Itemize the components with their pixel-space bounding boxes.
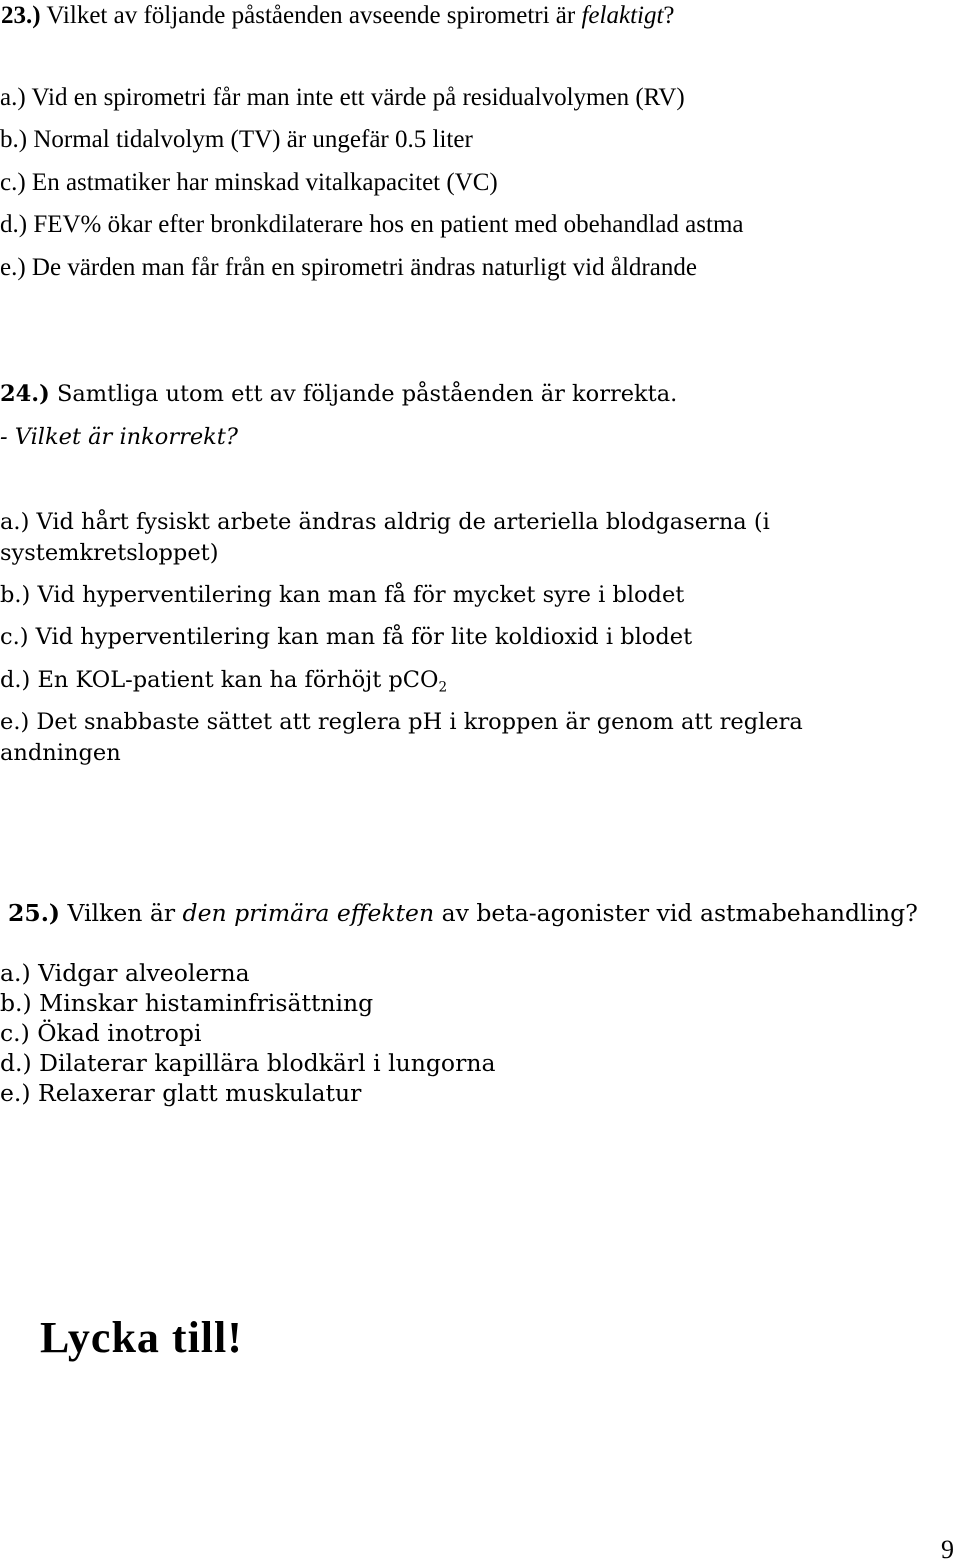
- question-23-option-d: d.) FEV% ökar efter bronkdilaterare hos en patient med obehandlad astma: [0, 211, 744, 238]
- question-24-number: 24.): [0, 381, 50, 407]
- question-25-option-b: b.) Minskar histaminfrisättning: [0, 989, 374, 1017]
- question-24-option-a-cont: systemkretsloppet): [0, 540, 219, 566]
- question-24-option-a: a.) Vid hårt fysiskt arbete ändras aldrig de arteriella blodgaserna (i: [0, 509, 770, 535]
- question-24-subquestion: - Vilket är inkorrekt?: [0, 424, 238, 450]
- question-23-number: 23.): [1, 2, 41, 29]
- question-24-option-e: e.) Det snabbaste sättet att reglera pH i kroppen är genom att reglera: [0, 709, 803, 735]
- question-25-option-e: e.) Relaxerar glatt muskulatur: [0, 1079, 362, 1107]
- closing-message: Lycka till!: [40, 1313, 243, 1362]
- page-number: 9: [941, 1535, 954, 1564]
- question-24-stem: 24.) Samtliga utom ett av följande påståenden är korrekta.: [0, 381, 678, 407]
- question-25-option-a: a.) Vidgar alveolerna: [0, 959, 250, 987]
- question-23-option-c: c.) En astmatiker har minskad vitalkapacitet (VC): [0, 169, 498, 196]
- question-24-option-c: c.) Vid hyperventilering kan man få för lite koldioxid i blodet: [0, 624, 693, 650]
- question-23-option-b: b.) Normal tidalvolym (TV) är ungefär 0.5 liter: [0, 126, 473, 153]
- question-23-stem: 23.) Vilket av följande påståenden avseende spirometri är felaktigt?: [1, 2, 675, 29]
- question-25-option-d: d.) Dilaterar kapillära blodkärl i lungorna: [0, 1049, 496, 1077]
- question-24-option-b: b.) Vid hyperventilering kan man få för mycket syre i blodet: [0, 582, 685, 608]
- question-23-option-e: e.) De värden man får från en spirometri ändras naturligt vid åldrande: [0, 254, 697, 281]
- question-23-option-a: a.) Vid en spirometri får man inte ett värde på residualvolymen (RV): [0, 84, 685, 111]
- question-24-option-d: d.) En KOL-patient kan ha förhöjt pCO$_2$: [0, 667, 448, 696]
- question-24-option-e-cont: andningen: [0, 740, 121, 766]
- question-25-number: 25.): [8, 899, 61, 927]
- question-25-option-c: c.) Ökad inotropi: [0, 1019, 202, 1047]
- question-25-stem: 25.) Vilken är den primära effekten av beta-agonister vid astmabehandling?: [8, 899, 918, 927]
